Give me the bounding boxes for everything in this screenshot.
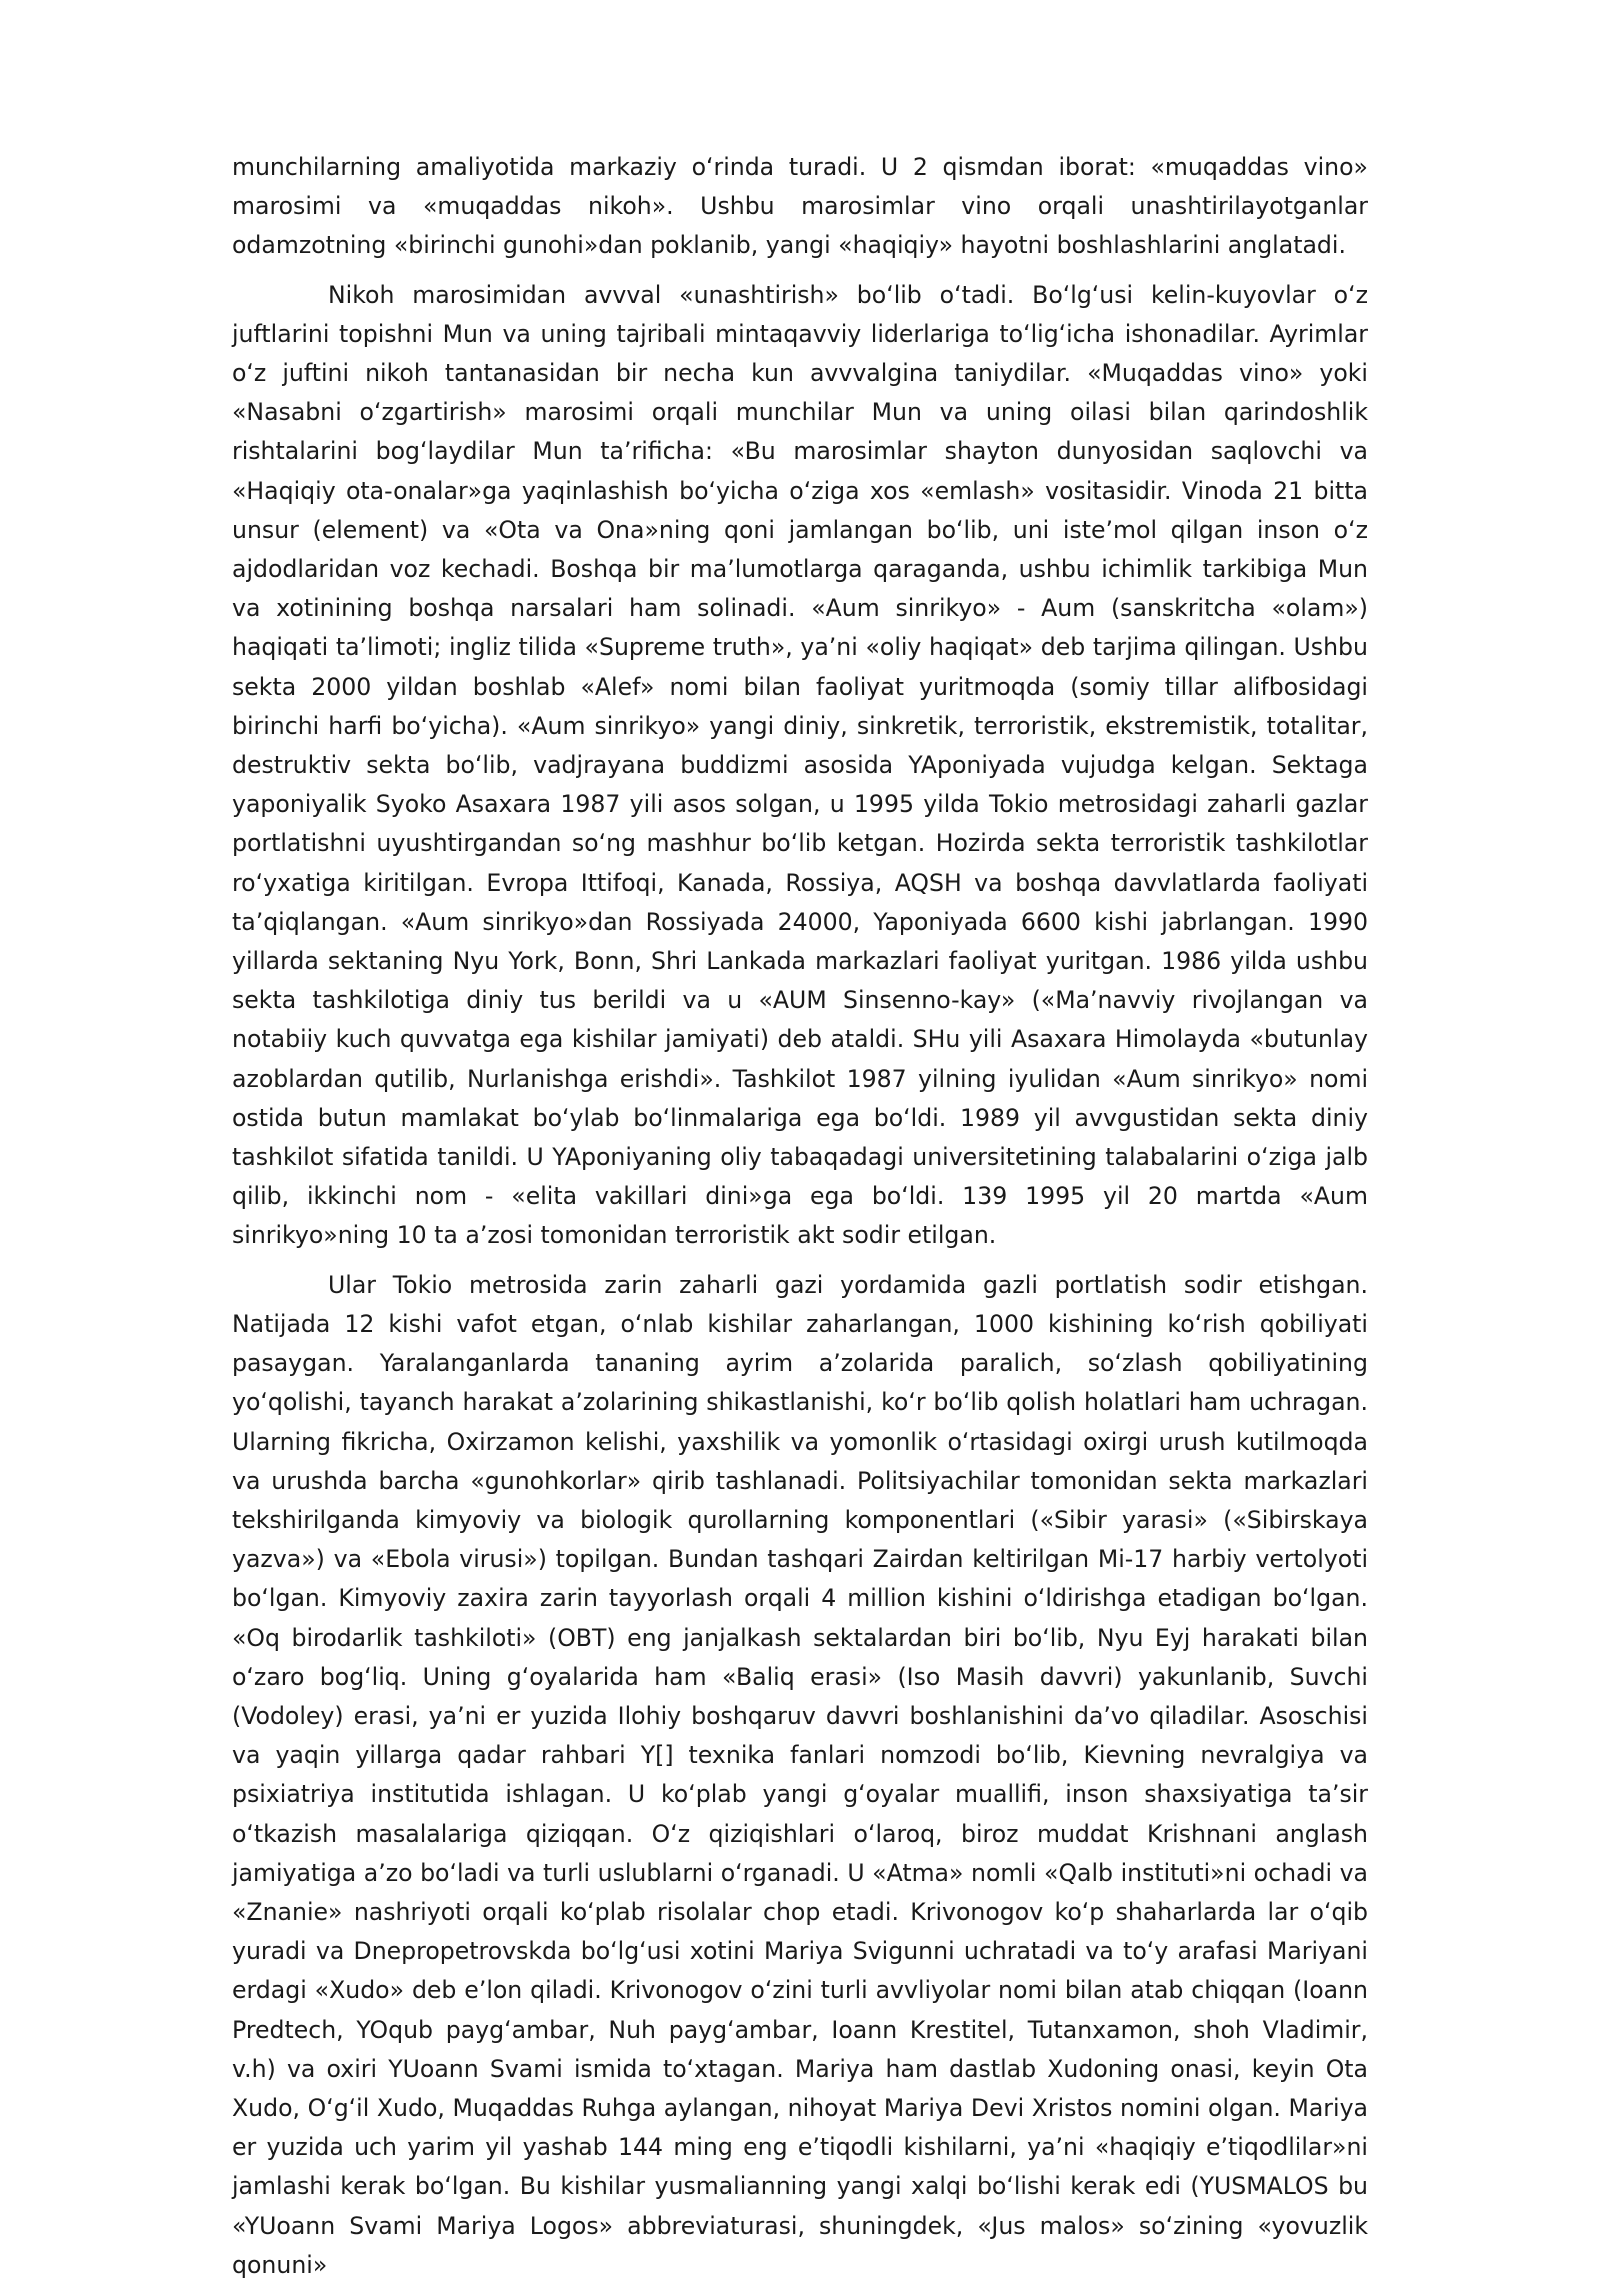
paragraph-1: munchilarning amaliyotida markaziy oʻrinda turadi. U 2 qismdan iborat: «muqaddas vino» marosimi va «muqaddas nikoh». Ushbu marosimlar vino orqali unashtirilayotganlar odamzotning «birinchi gunohi»dan poklanib, yangi «haqiqiy» hayotni boshlashlarini anglatadi. [232, 153, 1368, 260]
document-page [232, 148, 1368, 2295]
paragraph-3: Ular Tokio metrosida zarin zaharli gazi yordamida gazli portlatish sodir etishgan. Natijada 12 kishi vafot etgan, oʻnlab kishilar zaharlangan, 1000 kishining koʻrish qobiliyati pasaygan. Yaralanganlarda tananing ayrim aʼzolarida paralich, soʻzlash qobiliyatining yoʻqolishi, tayanch harakat aʼzolarining shikastlanishi, koʻr boʻlib qolish holatlari ham uchragan. Ularning fikricha, Oxirzamon kelishi, yaxshilik va yomonlik oʻrtasidagi oxirgi urush kutilmoqda va urushda barcha «gunohkorlar» qirib tashlanadi. Politsiyachilar tomonidan sekta markazlari tekshirilganda kimyoviy va biologik qurollarning komponentlari («Sibir yarasi» («Sibirskaya yazva») va «Ebola virusi») topilgan. Bundan tashqari Zairdan keltirilgan Mi-17 harbiy vertolyoti boʻlgan. Kimyoviy zaxira zarin tayyorlash orqali 4 million kishini oʻldirishga etadigan boʻlgan. «Oq birodarlik tashkiloti» (OBT) eng janjalkash sektalardan biri boʻlib, Nyu Eyj harakati bilan oʻzaro bogʻliq. Uning gʻoyalarida ham «Baliq erasi» (Iso Masih davvri) yakunlanib, Suvchi (Vodoley) erasi, yaʼni er yuzida Ilohiy boshqaruv davvri boshlanishini daʼvo qiladilar. Asoschisi va yaqin yillarga qadar rahbari Y[] texnika fanlari nomzodi boʻlib, Kievning nevralgiya va psixiatriya institutida ishlagan. U koʻplab yangi gʻoyalar muallifi, inson shaxsiyatiga taʼsir oʻtkazish masalalariga qiziqqan. Oʻz qiziqishlari oʻlaroq, biroz muddat Krishnani anglash jamiyatiga aʼzo boʻladi va turli uslublarni oʻrganadi. U «Atma» nomli «Qalb instituti»ni ochadi va «Znanie» nashriyoti orqali koʻplab risolalar chop etadi. Krivonogov koʻp shaharlarda lar oʻqib yuradi va Dnepropetrovskda boʻlgʻusi xotini Mariya Svigunni uchratadi va toʻy arafasi Mariyani erdagi «Xudo» deb eʼlon qiladi. Krivonogov oʻzini turli avvliyolar nomi bilan atab chiqqan (Ioann Predtech, YOqub paygʻambar, Nuh paygʻambar, Ioann Krestitel, Tutanxamon, shoh Vladimir, v.h) va oxiri YUoann Svami ismida toʻxtagan. Mariya ham dastlab Xudoning onasi, keyin Ota Xudo, Oʻgʻil Xudo, Muqaddas Ruhga aylangan, nihoyat Mariya Devi Xristos nomini olgan. Mariya er yuzida uch yarim yil yashab 144 ming eng eʼtiqodli kishilarni, yaʼni «haqiqiy eʼtiqodlilar»ni jamlashi kerak boʻlgan. Bu kishilar yusmalianning yangi xalqi boʻlishi kerak edi (YUSMALOS bu «YUoann Svami Mariya Logos» abbreviaturasi, shuningdek, «Jus malos» soʻzining «yovuzlik qonuni» [232, 1270, 1368, 2279]
paragraph-2: Nikoh marosimidan avvval «unashtirish» boʻlib oʻtadi. Boʻlgʻusi kelin-kuyovlar oʻz juftlarini topishni Mun va uning tajribali mintaqavviy liderlariga toʻligʻicha ishonadilar. Ayrimlar oʻz juftini nikoh tantanasidan bir necha kun avvvalgina taniydilar. «Muqaddas vino» yoki «Nasabni oʻzgartirish» marosimi orqali munchilar Mun va uning oilasi bilan qarindoshlik rishtalarini bogʻlaydilar Mun taʼrificha: «Bu marosimlar shayton dunyosidan saqlovchi va «Haqiqiy ota-onalar»ga yaqinlashish boʻyicha oʻziga xos «emlash» vositasidir. Vinoda 21 bitta unsur (element) va «Ota va Ona»ning qoni jamlangan boʻlib, uni isteʼmol qilgan inson oʻz ajdodlaridan voz kechadi. Boshqa bir maʼlumotlarga qaraganda, ushbu ichimlik tarkibiga Mun va xotinining boshqa narsalari ham solinadi. «Aum sinrikyo» - Aum (sanskritcha «olam») haqiqati taʼlimoti; ingliz tilida «Supreme truth», yaʼni «oliy haqiqat» deb tarjima qilingan. Ushbu sekta 2000 yildan boshlab «Alef» nomi bilan faoliyat yuritmoqda (somiy tillar alifbosidagi birinchi harfi boʻyicha). «Aum sinrikyo» yangi diniy, sinkretik, terroristik, ekstremistik, totalitar, destruktiv sekta boʻlib, vadjrayana buddizmi asosida YAponiyada vujudga kelgan. Sektaga yaponiyalik Syoko Asaxara 1987 yili asos solgan, u 1995 yilda Tokio metrosidagi zaharli gazlar portlatishni uyushtirgandan soʻng mashhur boʻlib ketgan. Hozirda sekta terroristik tashkilotlar roʻyxatiga kiritilgan. Evropa Ittifoqi, Kanada, Rossiya, AQSH va boshqa davvlatlarda faoliyati taʼqiqlangan. «Aum sinrikyo»dan Rossiyada 24000, Yaponiyada 6600 kishi jabrlangan. 1990 yillarda sektaning Nyu York, Bonn, Shri Lankada markazlari faoliyat yuritgan. 1986 yilda ushbu sekta tashkilotiga diniy tus berildi va u «AUM Sinsenno-kay» («Maʼnavviy rivojlangan va notabiiy kuch quvvatga ega kishilar jamiyati) deb ataldi. SHu yili Asaxara Himolayda «butunlay azoblardan qutilib, Nurlanishga erishdi». Tashkilot 1987 yilning iyulidan «Aum sinrikyo» nomi ostida butun mamlakat boʻylab boʻlinmalariga ega boʻldi. 1989 yil avvgustidan sekta diniy tashkilot sifatida tanildi. U YAponiyaning oliy tabaqadagi universitetining talabalarini oʻziga jalb qilib, ikkinchi nom - «elita vakillari dini»ga ega boʻldi. 139 1995 yil 20 martda «Aum sinrikyo»ning 10 ta aʼzosi tomonidan terroristik akt sodir etilgan. [232, 280, 1368, 1250]
